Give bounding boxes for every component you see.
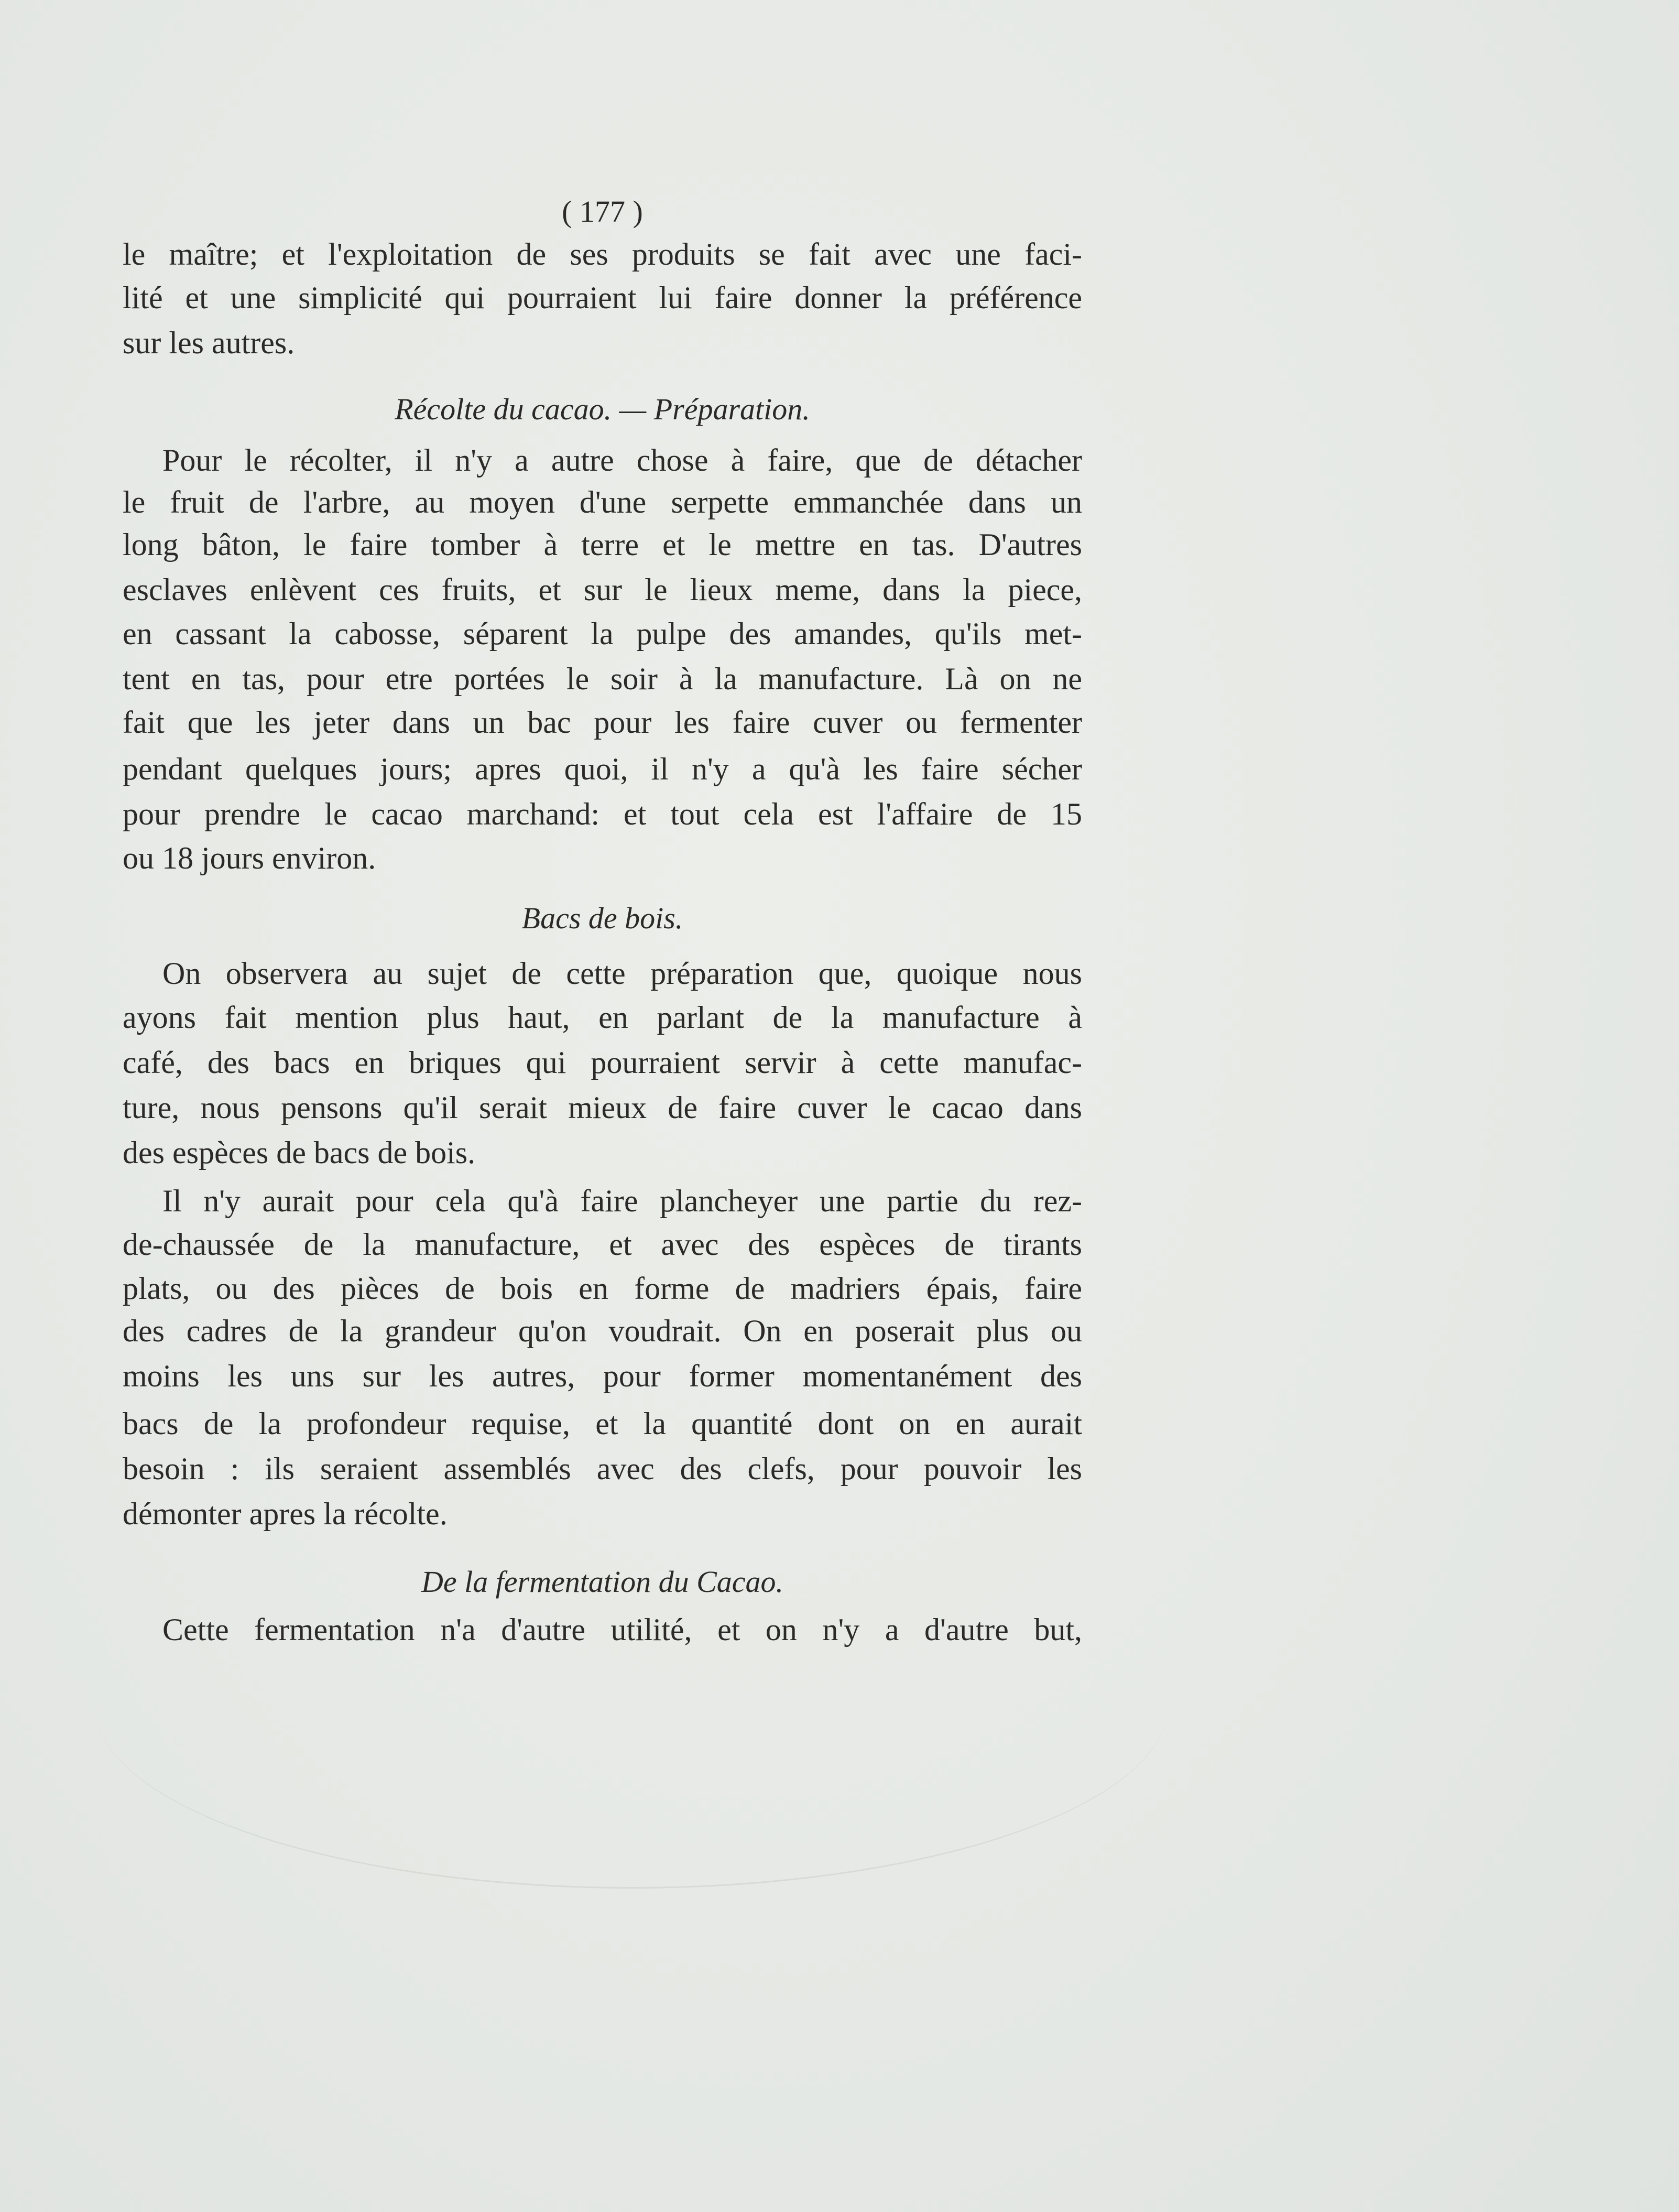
- text-line: café, des bacs en briques qui pourraient servir à cette manufac-: [123, 1045, 1082, 1080]
- text-line: pendant quelques jours; apres quoi, il n'y a qu'à les faire sécher: [123, 752, 1082, 786]
- text-line: Cette fermentation n'a d'autre utilité, et on n'y a d'autre but,: [162, 1612, 1082, 1647]
- text-line: des cadres de la grandeur qu'on voudrait. On en poserait plus ou: [123, 1314, 1082, 1348]
- text-line: fait que les jeter dans un bac pour les faire cuver ou fermenter: [123, 705, 1082, 740]
- text-line: le maître; et l'exploitation de ses produits se fait avec une faci-: [123, 237, 1082, 272]
- text-line: le fruit de l'arbre, au moyen d'une serpette emmanchée dans un: [123, 485, 1082, 519]
- text-line: bacs de la profondeur requise, et la quantité dont on en aurait: [123, 1406, 1082, 1441]
- text-line: lité et une simplicité qui pourraient lui faire donner la préférence: [123, 280, 1082, 315]
- text-line: de-chaussée de la manufacture, et avec des espèces de tirants: [123, 1227, 1082, 1262]
- text-line: On observera au sujet de cette préparation que, quoique nous: [162, 956, 1082, 991]
- text-line: moins les uns sur les autres, pour former momentanément des: [123, 1359, 1082, 1393]
- text-line: plats, ou des pièces de bois en forme de madriers épais, faire: [123, 1271, 1082, 1306]
- text-line: pour prendre le cacao marchand: et tout cela est l'affaire de 15: [123, 797, 1082, 831]
- section-heading: De la fermentation du Cacao.: [421, 1565, 784, 1599]
- text-line: ou 18 jours environ.: [123, 841, 376, 875]
- text-line: démonter apres la récolte.: [123, 1497, 448, 1531]
- text-line: long bâton, le faire tomber à terre et le mettre en tas. D'autres: [123, 527, 1082, 562]
- text-line: sur les autres.: [123, 326, 295, 360]
- text-line: Pour le récolter, il n'y a autre chose à faire, que de détacher: [162, 443, 1082, 478]
- text-line: en cassant la cabosse, séparent la pulpe des amandes, qu'ils met-: [123, 616, 1082, 651]
- text-line: besoin : ils seraient assemblés avec des clefs, pour pouvoir les: [123, 1451, 1082, 1486]
- text-line: ture, nous pensons qu'il serait mieux de faire cuver le cacao dans: [123, 1090, 1082, 1125]
- text-line: esclaves enlèvent ces fruits, et sur le lieux meme, dans la piece,: [123, 572, 1082, 607]
- text-line: tent en tas, pour etre portées le soir à la manufacture. Là on ne: [123, 662, 1082, 696]
- section-heading: Bacs de bois.: [521, 901, 683, 935]
- text-line: Il n'y aurait pour cela qu'à faire plancheyer une partie du rez-: [162, 1184, 1082, 1218]
- section-heading: Récolte du cacao. — Préparation.: [395, 392, 810, 426]
- page-number: ( 177 ): [562, 194, 643, 229]
- text-line: des espèces de bacs de bois.: [123, 1135, 476, 1170]
- text-line: ayons fait mention plus haut, en parlant de la manufacture à: [123, 1000, 1082, 1035]
